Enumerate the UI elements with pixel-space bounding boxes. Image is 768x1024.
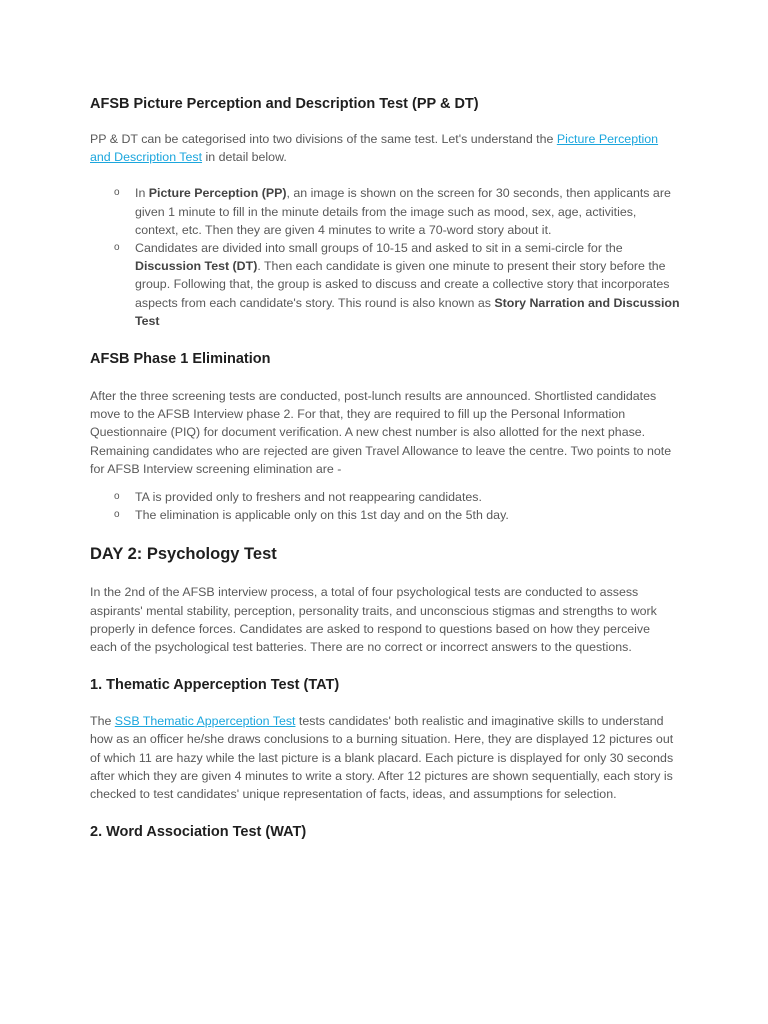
ppdt-bullet-list bbox=[90, 184, 680, 330]
bullet-marker: o bbox=[114, 242, 120, 254]
bullet-text: TA is provided only to freshers and not reappearing candidates. bbox=[135, 490, 482, 505]
list-item bbox=[90, 488, 680, 506]
ppdt-heading: AFSB Picture Perception and Description Test (PP & DT) bbox=[90, 96, 479, 112]
day2-paragraph: In the 2nd of the AFSB interview process, a total of four psychological tests are conducted to assess aspirants' mental stability, perception, personality traits, and unconscious stigmas and strengths to work properly in defence forces. Candidates are asked to respond to questions based on how they perceive each of the psychological test batteries. There are no correct or incorrect answers to the questions. bbox=[90, 585, 657, 655]
wat-heading: 2. Word Association Test (WAT) bbox=[90, 824, 307, 841]
document-content bbox=[90, 95, 680, 841]
tat-heading: 1. Thematic Apperception Test (TAT) bbox=[90, 677, 340, 694]
ppdt-intro-pre: PP & DT can be categorised into two divisions of the same test. Let's understand the bbox=[90, 132, 557, 146]
bullet-text-mid: . Then each candidate is given one minute to present their story before the group. Following that, the group is asked to discuss and create a collective story that incorporates aspects from each candidate's story. This round is also known as bbox=[135, 259, 670, 310]
elimination-heading: AFSB Phase 1 Elimination bbox=[90, 351, 271, 368]
tat-text-post: tests candidates' both realistic and imaginative skills to understand how as an officer he/she draws conclusions to a burning situation. Here, they are displayed 12 pictures out of which 11 are hazy while the last picture is a blank placard. Each picture is displayed for only 30 seconds after which they are given 4 minutes to write a story. After 12 pictures are shown sequentially, each story is checked to test candidates' unique representation of facts, ideas, and assumptions for selection. bbox=[90, 714, 674, 802]
elimination-bullet-list bbox=[90, 488, 680, 524]
elimination-paragraph: After the three screening tests are conducted, post-lunch results are announced. Shortlisted candidates move to the AFSB Interview phase 2. For that, they are required to fill up the Personal Information Questionnaire (PIQ) for document verification. A new chest number is also allotted for the next phase. Remaining candidates who are rejected are given Travel Allowance to leave the centre. Two points to note for AFSB Interview screening elimination are - bbox=[90, 389, 672, 476]
day2-heading: DAY 2: Psychology Test bbox=[90, 545, 277, 564]
bullet-bold-term-2: Story Narration and Discussion Test bbox=[135, 295, 680, 328]
ppdt-link[interactable]: Picture Perception and Description Test bbox=[90, 132, 659, 165]
tat-text-pre: The bbox=[90, 714, 115, 729]
bullet-marker: o bbox=[114, 491, 120, 503]
tat-link[interactable]: SSB Thematic Apperception Test bbox=[114, 714, 296, 729]
list-item bbox=[90, 506, 680, 524]
list-item bbox=[90, 239, 680, 330]
bullet-marker: o bbox=[114, 509, 120, 521]
bullet-text: The elimination is applicable only on this 1st day and on the 5th day. bbox=[135, 508, 509, 523]
bullet-bold-term: Picture Perception (PP) bbox=[148, 186, 287, 201]
ppdt-intro-post: in detail below. bbox=[202, 150, 287, 165]
bullet-marker: o bbox=[114, 187, 120, 199]
ppdt-intro bbox=[90, 130, 680, 166]
bullet-text-post: , an image is shown on the screen for 30 seconds, then applicants are given 1 minute to fill in the minute details from the image such as mood, sex, age, activities, context, etc. Then they are given 4 minutes to write a 70-word story about it. bbox=[135, 186, 671, 237]
bullet-bold-term: Discussion Test (DT) bbox=[135, 259, 258, 274]
bullet-text-pre: In bbox=[135, 186, 149, 201]
list-item bbox=[90, 184, 680, 239]
bullet-text-pre: Candidates are divided into small groups of 10-15 and asked to sit in a semi-circle for the bbox=[135, 241, 623, 256]
tat-paragraph bbox=[90, 712, 680, 803]
